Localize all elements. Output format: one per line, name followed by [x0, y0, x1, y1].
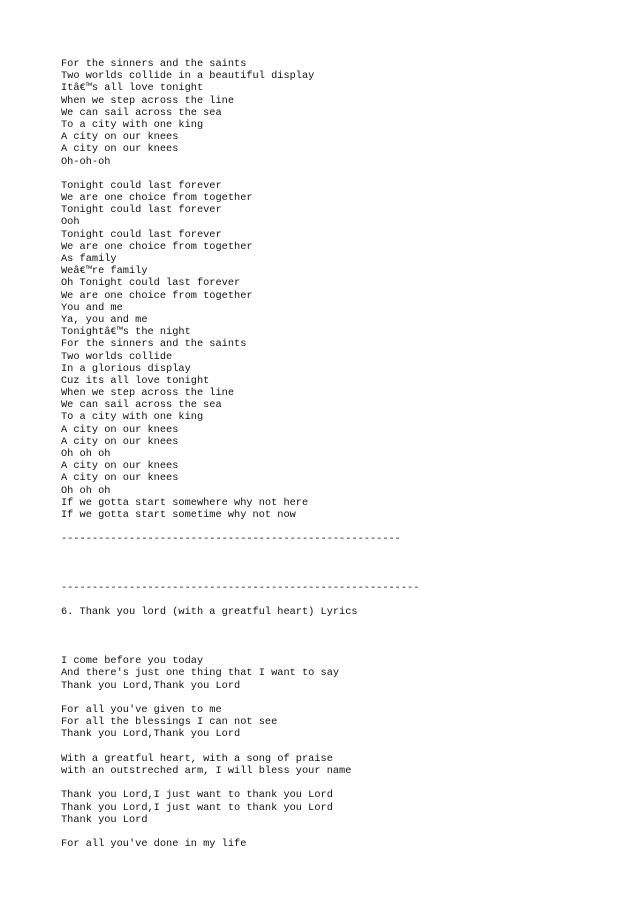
lyric-line: When we step across the line — [61, 387, 235, 400]
chorus-block — [61, 180, 621, 521]
lyric-line: Thank you Lord,Thank you Lord — [61, 679, 241, 692]
lyric-line: For all the blessings I can not see — [61, 716, 278, 729]
lyric-line: A city on our knees — [61, 435, 179, 448]
lyric-line: Tonight could last forever — [61, 204, 222, 217]
lyric-line: Itâ€™s all love tonight — [61, 82, 204, 95]
lyric-line: As family — [61, 253, 117, 265]
lyric-line: When we step across the line — [61, 94, 235, 107]
lyric-line: Thank you Lord,I just want to thank you Lord — [61, 801, 333, 814]
lyric-line: Weâ€™re family — [61, 265, 148, 278]
lyric-line: For all you've given to me — [61, 704, 222, 716]
lyric-line: To a city with one king — [61, 411, 204, 424]
lyric-line: We are one choice from together — [61, 289, 253, 302]
lyric-line: Two worlds collide in a beautiful display — [61, 70, 315, 83]
lyric-line: For the sinners and the saints — [61, 58, 247, 70]
lyric-line: For the sinners and the saints — [61, 338, 247, 351]
separator-line: ---------------------------------------------------------- — [61, 582, 420, 595]
separator-line: ------------------------------------------------------- — [61, 533, 401, 546]
stanza-gap — [61, 594, 621, 606]
stanza-1 — [61, 655, 621, 692]
lyric-line: In a glorious display — [61, 362, 191, 375]
stanza-4 — [61, 789, 621, 826]
lyric-line: Thank you Lord,Thank you Lord — [61, 728, 241, 741]
lyric-line: For all you've done in my life — [61, 838, 247, 851]
lyric-line: Oh oh oh — [61, 484, 111, 497]
lyric-line: We can sail across the sea — [61, 106, 222, 119]
lyric-line: Tonight could last forever — [61, 179, 222, 192]
lyric-line: A city on our knees — [61, 131, 179, 144]
lyric-line: Cuz its all love tonight — [61, 374, 210, 387]
verse-end-block — [61, 58, 621, 168]
lyric-line: I come before you today — [61, 655, 204, 668]
lyric-line: Thank you Lord,I just want to thank you Lord — [61, 789, 333, 802]
stanza-5 — [61, 838, 621, 850]
stanza-gap — [61, 692, 621, 704]
lyric-line: A city on our knees — [61, 143, 179, 156]
lyric-line: If we gotta start sometime why not now — [61, 508, 296, 521]
lyric-line: Tonight could last forever — [61, 228, 222, 241]
lyric-line: Ya, you and me — [61, 313, 148, 326]
stanza-gap — [61, 826, 621, 838]
lyrics-page — [61, 58, 621, 850]
lyric-line: And there's just one thing that I want to say — [61, 667, 340, 680]
lyric-line: Thank you Lord — [61, 813, 148, 826]
stanza-gap — [61, 741, 621, 753]
lyric-line: Two worlds collide — [61, 350, 173, 363]
lyric-line: You and me — [61, 301, 123, 314]
lyric-line: Oh-oh-oh — [61, 155, 111, 168]
lyric-line: We can sail across the sea — [61, 399, 222, 412]
song-title: 6. Thank you lord (with a greatful heart) Lyrics — [61, 606, 358, 619]
lyric-line: If we gotta start somewhere why not here — [61, 496, 309, 509]
stanza-gap — [61, 777, 621, 789]
stanza-3 — [61, 753, 621, 777]
stanza-2 — [61, 704, 621, 741]
stanza-gap — [61, 168, 621, 180]
lyric-line: A city on our knees — [61, 472, 179, 485]
lyric-line: We are one choice from together — [61, 240, 253, 253]
lyric-line: We are one choice from together — [61, 192, 253, 205]
lyric-line: To a city with one king — [61, 118, 204, 131]
lyric-line: Oh oh oh — [61, 448, 111, 460]
lyric-line: A city on our knees — [61, 423, 179, 436]
lyric-line: Ooh — [61, 216, 80, 229]
lyric-line: A city on our knees — [61, 460, 179, 473]
section-gap — [61, 619, 621, 656]
lyric-line: Tonightâ€™s the night — [61, 326, 191, 339]
section-gap — [61, 546, 621, 583]
lyric-line: With a greatful heart, with a song of praise — [61, 752, 333, 765]
lyric-line: with an outstreched arm, I will bless your name — [61, 764, 352, 777]
lyric-line: Oh Tonight could last forever — [61, 277, 241, 290]
stanza-gap — [61, 521, 621, 533]
